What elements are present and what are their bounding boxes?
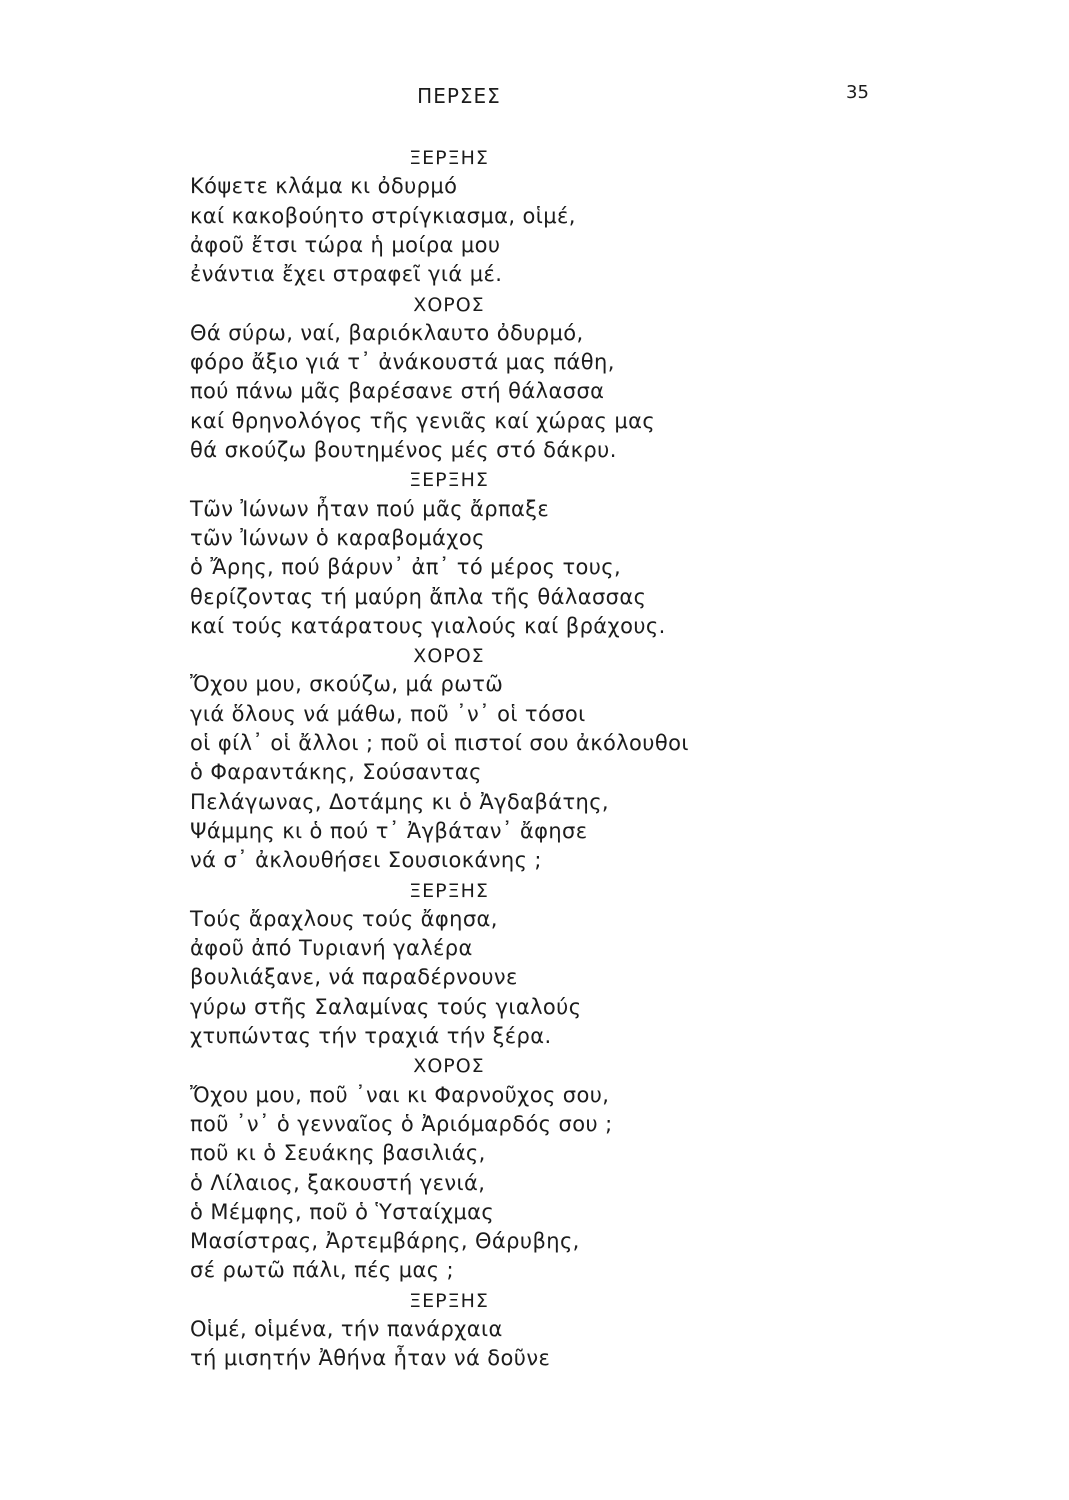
speaker-heading: ΞΕΡΞΗΣ xyxy=(409,147,489,169)
verse-line: γιά ὅλους νά μάθω, ποῦ ᾽ν᾽ οἱ τόσοι xyxy=(190,701,586,726)
verse-line: καί κακοβούητο στρίγκιασμα, οἱμέ, xyxy=(190,203,576,228)
verse-line: ποῦ κι ὁ Σευάκης βασιλιάς, xyxy=(190,1141,486,1166)
verse-line: σέ ρωτῶ πάλι, πές μας ; xyxy=(190,1258,454,1283)
verse-line: Ὄχου μου, σκούζω, μά ρωτῶ xyxy=(190,672,504,697)
verse-line: Μασίστρας, Ἀρτεμβάρης, Θάρυβης, xyxy=(190,1229,580,1254)
speaker-heading: ΧΟΡΟΣ xyxy=(413,645,485,668)
verse-line: Οἱμέ, οἱμένα, τήν πανάρχαια xyxy=(190,1317,503,1341)
verse-line: ἀφοῦ ἔτσι τώρα ἡ μοίρα μου xyxy=(190,232,501,257)
verse-line: Ὄχου μου, ποῦ ᾽ναι κι Φαρνοῦχος σου, xyxy=(190,1082,610,1107)
verse-line: γύρω στῆς Σαλαμίνας τούς γιαλούς xyxy=(190,994,582,1019)
verse-line: χτυπώντας τήν τραχιά τήν ξέρα. xyxy=(190,1024,552,1048)
verse-line: Τῶν Ἰώνων ἦταν πού μᾶς ἄρπαξε xyxy=(190,496,550,521)
verse-line: οἱ φίλ᾽ οἱ ἄλλοι ; ποῦ οἱ πιστοί σου ἀκόλουθοι xyxy=(190,731,689,755)
verse-line: θά σκούζω βουτημένος μές στό δάκρυ. xyxy=(190,438,617,462)
speaker-heading: ΧΟΡΟΣ xyxy=(413,293,485,316)
verse-line: Ψάμμης κι ὁ πού τ᾽ Ἀγβάταν᾽ ἄφησε xyxy=(190,818,588,843)
verse-line: Κόψετε κλάμα κι ὀδυρμό xyxy=(190,174,458,199)
verse-line: ποῦ ᾽ν᾽ ὁ γενναῖος ὁ Ἀριόμαρδός σου ; xyxy=(190,1111,613,1136)
verse-line: Τούς ἄραχλους τούς ἄφησα, xyxy=(190,906,498,931)
verse-line: καί θρηνολόγος τῆς γενιᾶς καί χώρας μας xyxy=(190,408,656,433)
verse-line: καί τούς κατάρατους γιαλούς καί βράχους. xyxy=(190,613,666,638)
verse-line: ὁ Μέμφης, ποῦ ὁ Ὑσταίχμας xyxy=(190,1199,495,1224)
verse-line: ὁ Ἄρης, πού βάρυν᾽ ἀπ᾽ τό μέρος τους, xyxy=(190,555,622,580)
verse-line: φόρο ἄξιο γιά τ᾽ ἀνάκουστά μας πάθη, xyxy=(190,350,615,375)
verse-line: Θά σύρω, ναί, βαριόκλαυτο ὀδυρμό, xyxy=(190,320,584,345)
verse-line: βουλιάξανε, νά παραδέρνουνε xyxy=(190,965,518,990)
verse-line: τή μισητήν Ἀθήνα ἦταν νά δοῦνε xyxy=(190,1346,551,1371)
speaker-heading: ΞΕΡΞΗΣ xyxy=(409,879,489,902)
verse-line: ὁ Φαραντάκης, Σούσαντας xyxy=(190,760,482,785)
speaker-heading: ΧΟΡΟΣ xyxy=(413,1055,485,1078)
verse-line: ἐνάντια ἔχει στραφεῖ γιά μέ. xyxy=(190,262,503,287)
running-head: ΠΕΡΣΕΣ xyxy=(417,84,501,108)
speaker-heading: ΞΕΡΞΗΣ xyxy=(409,1289,489,1312)
verse-line: ὁ Λίλαιος, ξακουστή γενιά, xyxy=(190,1170,486,1195)
verse-line: θερίζοντας τή μαύρη ἄπλα τῆς θάλασσας xyxy=(190,584,647,609)
verse-line: νά σ᾽ ἀκλουθήσει Σουσιοκάνης ; xyxy=(190,848,542,873)
verse-line: τῶν Ἰώνων ὁ καραβομάχος xyxy=(190,525,485,550)
speaker-heading: ΞΕΡΞΗΣ xyxy=(409,469,489,492)
verse-line: ἀφοῦ ἀπό Τυριανή γαλέρα xyxy=(190,936,473,961)
verse-line: πού πάνω μᾶς βαρέσανε στή θάλασσα xyxy=(190,379,605,404)
page-number: 35 xyxy=(846,82,869,103)
verse-line: Πελάγωνας, Δοτάμης κι ὁ Ἀγδαβάτης, xyxy=(190,789,610,814)
